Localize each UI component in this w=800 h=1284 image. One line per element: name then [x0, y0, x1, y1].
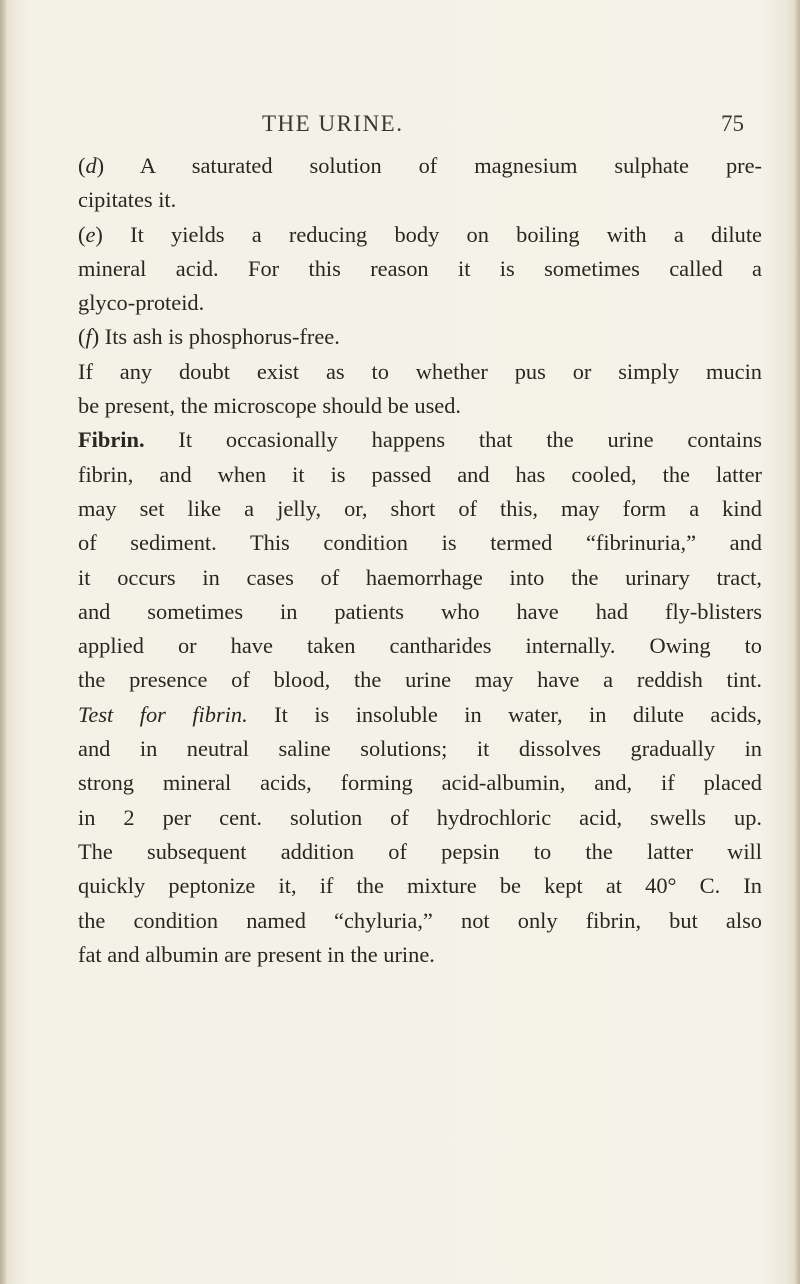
text-line: quickly peptonize it, if the mixture be kept at 40° C. In	[78, 873, 762, 899]
text-line: glyco-proteid.	[78, 290, 205, 316]
text-line: may set like a jelly, or, short of this, may form a kind	[78, 495, 762, 521]
text-line: the presence of blood, the urine may have a reddish tint.	[78, 667, 762, 693]
running-title: THE URINE.	[262, 111, 404, 136]
line-text: It occasionally happens that the urine contains	[144, 427, 762, 453]
text-line	[78, 698, 762, 732]
text-line: it occurs in cases of haemorrhage into the urinary tract,	[78, 564, 762, 590]
paragraph-d	[78, 149, 762, 218]
text-line: the condition named “chyluria,” not only fibrin, but also	[78, 907, 762, 933]
paragraph-fibrin	[78, 423, 762, 972]
page-number: 75	[721, 111, 744, 136]
body-text	[78, 149, 762, 972]
text-line	[78, 218, 762, 252]
text-line: and in neutral saline solutions; it dissolves gradually in	[78, 736, 762, 762]
subheading-test-for-fibrin: Test for fibrin.	[78, 701, 248, 727]
text-line: and sometimes in patients who have had fly-blisters	[78, 598, 762, 624]
text-line: applied or have taken cantharides internally. Owing to	[78, 633, 762, 659]
line-text: (f) Its ash is phosphorus-free.	[78, 324, 340, 350]
text-line: be present, the microscope should be used.	[78, 393, 462, 419]
text-line	[78, 320, 762, 354]
text-line: fat and albumin are present in the urine.	[78, 941, 435, 967]
section-heading: Fibrin.	[78, 427, 145, 453]
text-line: fibrin, and when it is passed and has cooled, the latter	[78, 461, 762, 487]
text-line: cipitates it.	[78, 187, 177, 213]
text-line	[78, 149, 762, 183]
text-line: If any doubt exist as to whether pus or simply mucin	[78, 358, 762, 384]
text-line	[78, 423, 762, 457]
page-left-edge	[0, 0, 6, 1284]
text-line: in 2 per cent. solution of hydrochloric acid, swells up.	[78, 804, 762, 830]
line-text: (e) It yields a reducing body on boiling with a dilute	[78, 221, 762, 247]
line-text: (d) A saturated solution of magnesium sulphate pre-	[78, 153, 762, 178]
line-text: It is insoluble in water, in dilute acids,	[247, 701, 762, 727]
page-right-edge	[794, 0, 800, 1284]
running-head	[60, 111, 750, 145]
paragraph-f	[78, 320, 762, 354]
text-line: mineral acid. For this reason it is sometimes called a	[78, 255, 762, 281]
paragraph-e	[78, 218, 762, 321]
text-line: The subsequent addition of pepsin to the latter will	[78, 838, 762, 864]
text-line: strong mineral acids, forming acid-albumin, and, if placed	[78, 770, 762, 796]
text-line: of sediment. This condition is termed “fibrinuria,” and	[78, 530, 762, 556]
paragraph-mucin-note	[78, 355, 762, 424]
